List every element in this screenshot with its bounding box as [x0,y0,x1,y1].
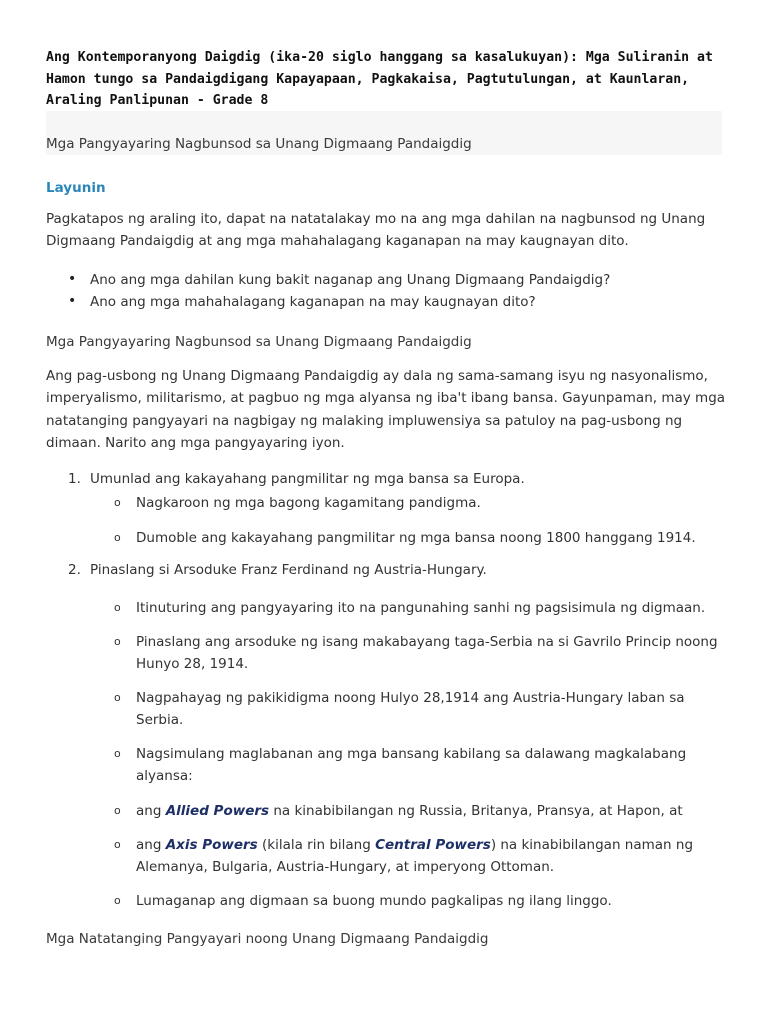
layunin-paragraph: Pagkatapos ng araling ito, dapat na natatalakay mo na ang mga dahilan na nagbunsod ng Unang Digmaang Pandaigdig at ang mga mahahalagang kaganapan na may kaugnayan dito. [46,211,706,250]
sub-item: o Nagsimulang maglabanan ang mga bansang kabilang sa dalawang magkalabang alyansa: [136,743,726,788]
lesson-subtitle: Mga Pangyayaring Nagbunsod sa Unang Digmaang Pandaigdig [46,136,472,152]
circle-bullet-icon: o [114,804,121,817]
question-item: • Ano ang mga dahilan kung bakit naganap ang Unang Digmaang Pandaigdig? [90,272,610,288]
allied-powers-term: Allied Powers [165,803,270,819]
circle-bullet-icon: o [114,691,121,704]
sub-item-allied: o ang Allied Powers na kinabibilangan ng Russia, Britanya, Pransya, at Hapon, at [136,800,726,822]
circle-bullet-icon: o [114,601,121,614]
sub-item: o Itinuturing ang pangyayaring ito na pangunahing sanhi ng pagsisimula ng digmaan. [136,597,726,619]
list-item-text: Pinaslang si Arsoduke Franz Ferdinand ng Austria-Hungary. [90,562,487,578]
sub-item: o Pinaslang ang arsoduke ng isang makabayang taga-Serbia na si Gavrilo Princip noong Hunyo 28, 1914. [136,631,726,676]
list-item-text: Umunlad ang kakayahang pangmilitar ng mga bansa sa Europa. [90,471,525,487]
list-item-1 [68,471,525,487]
circle-bullet-icon: o [114,531,121,544]
layunin-heading: Layunin [46,180,106,196]
circle-bullet-icon: o [114,747,121,760]
list-item-2 [68,562,487,578]
sub-item: o Nagkaroon ng mga bagong kagamitang pandigma. [136,492,726,514]
sub-item: o Nagpahayag ng pakikidigma noong Hulyo 28,1914 ang Austria-Hungary laban sa Serbia. [136,687,726,732]
sub-item: o Lumaganap ang digmaan sa buong mundo pagkalipas ng ilang linggo. [136,890,726,912]
section-paragraph: Ang pag-usbong ng Unang Digmaang Pandaigdig ay dala ng sama-samang isyu ng nasyonalismo, imperyalismo, militarismo, at pagbuo ng mga alyansa ng iba't ibang bansa. Gayunpaman, may mga natatanging pangyayari na nagbigay ng malaking impluwensiya sa patuloy na pag-usbong ng dimaan. Narito ang mga pangyayaring iyon. [46,368,726,451]
central-powers-term: Central Powers [375,837,491,853]
axis-powers-term: Axis Powers [165,837,258,853]
circle-bullet-icon: o [114,838,121,851]
section-heading-2: Mga Natatanging Pangyayari noong Unang Digmaang Pandaigdig [46,931,489,947]
list-number: 2. [68,562,81,578]
document-title: Ang Kontemporanyong Daigdig (ika-20 siglo hanggang sa kasalukuyan): Mga Suliranin at Hamon tungo sa Pandaigdigang Kapayapaan, Pagkakaisa, Pagtutulungan, at Kaunlaran, Araling Panlipunan - Grade 8 [46,50,713,108]
circle-bullet-icon: o [114,635,121,648]
sub-item: o Dumoble ang kakayahang pangmilitar ng mga bansa noong 1800 hanggang 1914. [136,527,726,549]
circle-bullet-icon: o [114,894,121,907]
question-item: • Ano ang mga mahahalagang kaganapan na may kaugnayan dito? [90,294,536,310]
circle-bullet-icon: o [114,496,121,509]
section-heading: Mga Pangyayaring Nagbunsod sa Unang Digmaang Pandaigdig [46,334,472,350]
subtitle-band [46,111,722,155]
sub-item-axis: o ang Axis Powers (kilala rin bilang Central Powers) na kinabibilangan naman ng Alemanya, Bulgaria, Austria-Hungary, at imperyong Ottoman. [136,834,726,879]
list-number: 1. [68,471,81,487]
